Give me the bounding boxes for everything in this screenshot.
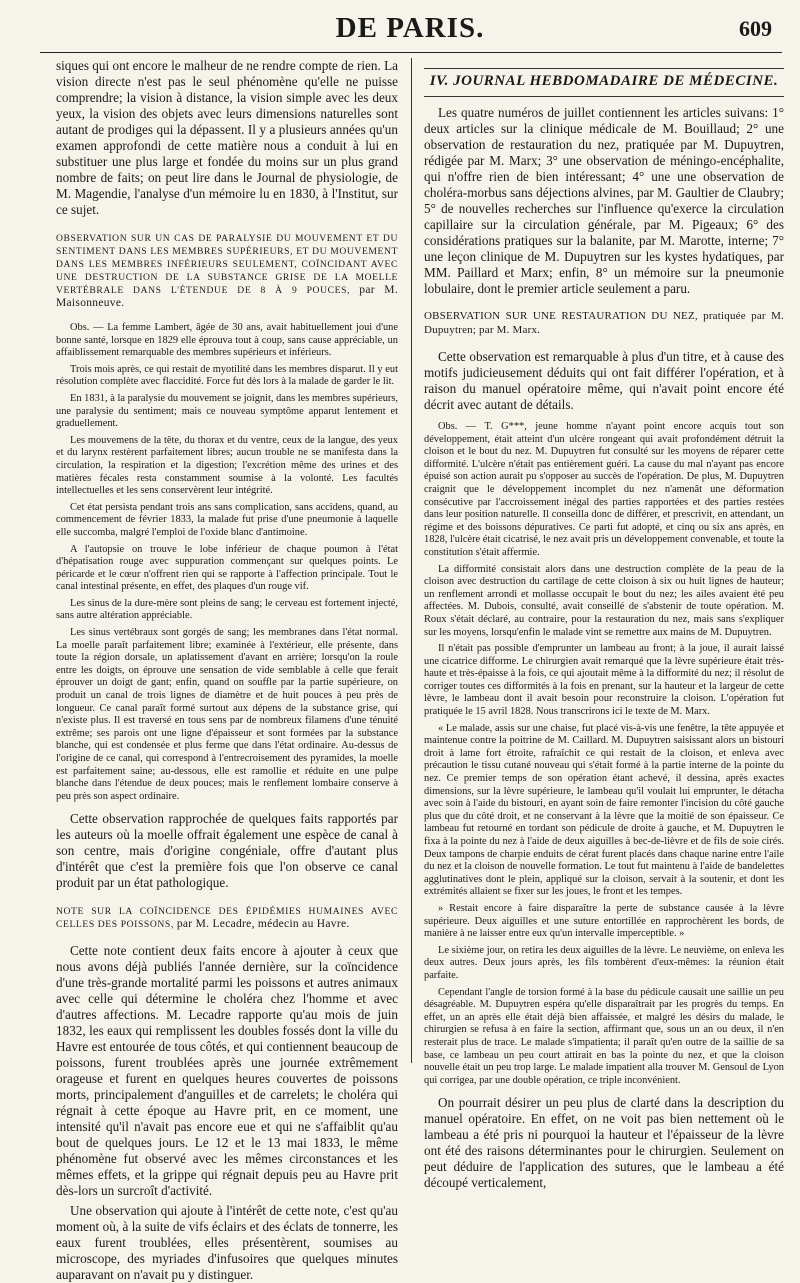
running-header bbox=[40, 10, 780, 50]
article-heading-author: par M. Lecadre, médecin au Havre. bbox=[176, 918, 350, 931]
article-heading-epidemics bbox=[56, 905, 398, 931]
observation-block bbox=[56, 322, 398, 803]
article-heading-nose: OBSERVATION SUR UNE RESTAURATION DU NEZ, pratiquée par M. Dupuytren; par M. Marx. bbox=[424, 310, 784, 336]
header-rule bbox=[40, 52, 782, 53]
right-column bbox=[424, 58, 784, 1191]
final-paragraph: On pourrait désirer un peu plus de clarté dans la description du manuel opératoire. En effet, on ne voit pas bien nettement où le lambeau a été pris ni pourquoi la hauteur et l'épaisseur de la lèvre ont été des raisons déterminantes pour le chirurgien. Seulement on peut déduire de l'application des sutures, que le lambeau a été découpé verticalement, bbox=[424, 1095, 784, 1191]
section-rule-bottom bbox=[424, 96, 784, 97]
obs-paragraph: En 1831, à la paralysie du mouvement se joignit, dans les membres supérieurs, une paralysie du sentiment; mais ce nouveau symptôme apparut lentement et graduellement. bbox=[56, 392, 398, 430]
intro-paragraph: siques qui ont encore le malheur de ne rendre compte de rien. La vision directe n'est pas le seul phénomène qu'elle ne puisse comprendre; la vision à distance, la vision simple avec les deux yeux, la vision des objets avec leurs dimensions naturelles sont autant de prodiges qui la dépassent. Il y a plusieurs années qu'un examen approfondi de cette matière nous a conduit à lui en substituer une plus large et fondée du moins sur un plus grand nombre de faits; on peut lire dans le Journal de physiologie, de M. Magendie, l'analyse d'un mémoire lu en 1830, à l'Institut, sur ce sujet. bbox=[56, 58, 398, 217]
obs-paragraph: Les sinus vertébraux sont gorgés de sang; les membranes dans l'état normal. La moelle paraît parfaitement libre; examinée à l'extérieur, elle présente, dans toute la région dorsale, un aplatissement d'avant en arrière; lorsqu'on la roule entre les doigts, on éprouve une sensation de vide semblable à celle que ferait éprouver un doigt de gant; enfin, quand on souffle par la partie supérieure, on produit un canal de trois lignes de diamètre et de huit pouces à peu près de longueur. Ce canal paraît formé surtout aux dépens de la substance grise, qui n'existe plus. Il est traversé en tous sens par de nombreux filamens d'une ténuité extrême; ses parois ont une ligne d'épaisseur et sont formées par la substance blanche, qui est condensée et plus ferme que dans l'état ordinaire. Au-dessus de l'origine de ce canal, qui correspond à l'entrecroisement des pyramides, la moelle est parfaitement saine; au-dessous, elle est ramollie et réduite en une pulpe blanche dans l'étendue de deux pouces; mais le renflement lombaire conserve à peu près son aspect ordinaire. bbox=[56, 627, 398, 802]
obs-paragraph: La difformité consistait alors dans une destruction complète de la peau de la cloison avec destruction du cartilage de cette cloison à six ou huit lignes de hauteur; un renflement arrondi et mollasse occupait le bout du nez; les ailes avaient été peu affectées. M. Dubois, consulté, avait conseillé de s'abstenir de toute opération. M. Roux s'était déclaré, au contraire, pour la restauration du nez, mais sans s'expliquer sur les moyens, lorsqu'enfin le malade vint se remettre aux mains de M. Dupuytren. bbox=[424, 563, 784, 638]
summary-paragraph: Les quatre numéros de juillet contiennent les articles suivans: 1° deux articles sur la clinique médicale de M. Bouillaud; 2° une observation de restauration du nez, pratiquée par M. Dupuytren, rédigée par M. Marx; 3° une observation de méningo-encéphalite, qui n'offre rien de bien intéressant; 4° une une observation de choléra-morbus sans déjections alvines, par M. Gaultier de Claubry; 5° de nouvelles recherches sur l'influence qu'exerce la circulation capillaire sur la circulation générale, par M. Pigeaux; 6° des considérations pratiques sur la balanite, par M. Marotte, interne; 7° une leçon clinique de M. Dupuytren sur les kystes hydatiques, par MM. Paillard et Marx; enfin, 8° un mémoire sur la pneumonie lobulaire, dont le premier article seulement a paru. bbox=[424, 105, 784, 296]
obs-paragraph: A l'autopsie on trouve le lobe inférieur de chaque poumon à l'état d'hépatisation rouge avec suppuration commençant sur quelques points. Le péricarde et le cœur n'offrent rien qui se rapporte à l'affection principale. Tout le canal intestinal présente, en effet, des plaques d'un rouge vif. bbox=[56, 543, 398, 593]
obs-paragraph: Il n'était pas possible d'emprunter un lambeau au front; à la joue, il aurait laissé une cicatrice difforme. Le chirurgien avait remarqué que la lèvre supérieure était très-haute et très-épaisse à la fois, ce qui ajoutait même à la difformité du nez; il résolut de corriger toutes ces difformités à la fois en prenant, sur la hauteur et la largeur de cette lèvre, le lambeau dont il avait besoin pour reconstruire la cloison. L'opération fut pratiquée le 15 avril 1828. Nous transcrirons ici le texte de M. Marx. bbox=[424, 643, 784, 718]
obs-paragraph: Trois mois après, ce qui restait de myotilité dans les membres disparut. Il y eut résolution complète avec flaccidité. Force fut dès lors à la malade de garder le lit. bbox=[56, 363, 398, 388]
comment-paragraph: Cette observation rapprochée de quelques faits rapportés par les auteurs où la moelle offrait également une espèce de canal à son centre, mais d'origine congéniale, offre d'autant plus d'intérêt que c'est la première fois que l'on observe ce canal produit par un état pathologique. bbox=[56, 811, 398, 891]
article-heading-author: par M. Maisonneuve. bbox=[56, 284, 398, 309]
note-paragraph: Cette note contient deux faits encore à ajouter à ceux que nous avons déjà publiés l'année dernière, sur la coïncidence d'une très-grande mortalité parmi les poissons et autres animaux avec celle qui détermine le choléra chez l'homme et avec d'autres affections. M. Lecadre rapporte qu'au mois de juin 1832, les eaux qui remplissent les doubles fossés dont la ville du Havre est entourée de tous côtés, et qui contiennent beaucoup de poissons, furent troublées après une journée extrêmement orageuse et furent en quelques heures couvertes de poissons morts, principalement d'anguilles et de carrelets; le choléra qui régnait à cette époque au Havre prit, en ce moment, une intensité qu'il n'avait pas encore eue et qui ne s'affaiblit qu'au bout de quelques jours. Le 12 et le 13 mai 1833, le même phénomène fut observé avec les mêmes circonstances et les mêmes effets, et la grippe qui régnait depuis peu au Havre prit dès-lors un surcroît d'activité. bbox=[56, 943, 398, 1199]
obs-paragraph: Obs. — La femme Lambert, âgée de 30 ans, avait habituellement joui d'une bonne santé, lorsque en 1829 elle éprouva tout à coup, sans cause appréciable, un affaiblissement remarquable des membres supérieurs et inférieurs. bbox=[56, 322, 398, 359]
left-column bbox=[56, 58, 398, 1283]
column-divider bbox=[411, 58, 412, 1063]
article-heading-paralysis bbox=[56, 232, 398, 310]
section-title: IV. JOURNAL HEBDOMADAIRE DE MÉDECINE. bbox=[429, 73, 779, 89]
obs-paragraph: Cependant l'angle de torsion formé à la base du pédicule causait une saillie un peu désagréable. M. Dupuytren espéra qu'elle disparaîtrait par les progrès du temps. En effet, un an après elle était déjà bien affaissée, et malgré les désirs du malade, le chirurgien se refusa à en faire la section, affirmant que, sous un an ou deux, il n'en resterait plus de trace. Le malade s'impatienta; il paraît qu'en outre de la saillie de sa base, ce lambeau un peu court attirait en bas la pointe du nez, et que la cloison nouvelle était un peu trop large. Le malade impatient alla trouver M. Gensoul de Lyon qui corrigea, par une double opération, ce triple inconvénient. bbox=[424, 986, 784, 1086]
note-paragraph: Une observation qui ajoute à l'intérêt de cette note, c'est qu'au moment où, à la suite de vifs éclairs et des éclats de tonnerre, les eaux furent troublées, elles présentèrent, soumises au microscope, des myriades d'infusoires que quelques minutes auparavant on n'avait pu y distinguer. bbox=[56, 1203, 398, 1283]
obs-paragraph: Les sinus de la dure-mère sont pleins de sang; le cerveau est fortement injecté, sans autre altération appréciable. bbox=[56, 597, 398, 622]
obs-paragraph: Les mouvemens de la tête, du thorax et du ventre, ceux de la langue, des yeux et du larynx restèrent parfaitement libres; aucun trouble ne se manifesta dans la circulation, la respiration et la digestion; l'excrétion même des urines et des matières fécales resta constamment soumise à la volonté. Les facultés intellectuelles et les sens conservèrent leur intégrité. bbox=[56, 434, 398, 497]
article-heading-text: OBSERVATION SUR UN CAS DE PARALYSIE DU MOUVEMENT ET DU SENTIMENT DANS LES MEMBRES SUPÉRIEURS, ET DU MOUVEMENT DANS LES MEMBRES INFÉRIEURS SEULEMENT, COÏNCIDANT AVEC UNE DESTRUCTION DE LA SUBSTANCE GRISE DE LA MOELLE VERTÉBRALE DANS L'ÉTENDUE DE 8 À 9 POUCES, bbox=[56, 233, 398, 296]
page-number: 609 bbox=[739, 16, 772, 41]
obs-paragraph: Cet état persista pendant trois ans sans complication, sans accidens, quand, au commencement de février 1833, la malade fut prise d'une pneumonie à laquelle elle succomba, malgré l'emploi de l'oxide blanc d'antimoine. bbox=[56, 501, 398, 538]
observation-block bbox=[424, 421, 784, 1087]
running-title: DE PARIS. bbox=[335, 12, 485, 44]
article-heading-text: NOTE SUR LA COÏNCIDENCE DES ÉPIDÉMIES HUMAINES AVEC CELLES DES POISSONS, bbox=[56, 906, 398, 931]
obs-intro-paragraph: Cette observation est remarquable à plus d'un titre, et à cause des motifs judicieusement déduits qui ont fait différer l'opération, et à raison du manuel opératoire même, qui n'avait point encore été décrit avec autant de détails. bbox=[424, 349, 784, 412]
obs-paragraph: Le sixième jour, on retira les deux aiguilles de la lèvre. Le neuvième, on enleva les deux autres. Deux jours après, les fils tombèrent d'eux-mêmes: la réunion était parfaite. bbox=[424, 944, 784, 981]
obs-paragraph: » Restait encore à faire disparaître la perte de substance causée à la lèvre supérieure. Deux aiguilles et une suture entortillée en rapprochèrent les bords, de manière à ne laisser entre eux qu'un intervalle imperceptible. » bbox=[424, 902, 784, 940]
obs-paragraph: « Le malade, assis sur une chaise, fut placé vis-à-vis une fenêtre, la tête appuyée et maintenue contre la poitrine de M. Caillard. M. Dupuytren saisissant alors un bistouri droit à lame fort étroite, rafraîchit ce qui restait de la cloison, et enleva avec précaution le tissu cutané nouveau qui s'était formé à la partie interne de la pointe du nez. Ce premier temps de son opération étant achevé, il dessina, après exactes dimensions, sur la lèvre supérieure, le lambeau qu'il voulait lui emprunter, le détacha avec soin à l'aide du bistouri, en ayant soin de faire remonter l'incision du côté gauche plus que du côté droit, et ne conservant à la lèvre que la moitié de son épaisseur. Ce lambeau fut retourné en tordant son pédicule de droite à gauche, et M. Dupuytren le fixa à la pointe du nez à l'aide de deux aiguilles à bec-de-lièvre et de fils de soie cirés. Deux tampons de charpie enduits de cérat furent placés dans chaque narine entre l'aile du nez et la cloison de nouvelle formation. Le tout fut maintenu à l'aide de bandelettes agglutinatives dont le plein, appliqué sur la cloison, servait à la soutenir, et dont les extrémités allaient se fixer sur les joues, le front et les tempes. bbox=[424, 722, 784, 898]
section-rule-top bbox=[424, 68, 784, 69]
obs-paragraph: Obs. — T. G***, jeune homme n'ayant point encore acquis tout son développement, était atteint d'un ulcère rongeant qui avait profondément détruit la cloison et le bout du nez. M. Dupuytren fut consulté sur les moyens de réparer cette difformité. L'ulcère n'était pas entièrement guéri. La cause du mal n'ayant pas encore épuisé son action aurait pu s'opposer au succès de l'opération. De plus, M. Dupuytren craignit que le développement incomplet du nez n'amenât une déformation consécutive par l'accroissement inégal des parties rapportées et des parties restées dans leur position naturelle. Il conseilla donc de différer, et prescrivit, en attendant, un régime et des boissons dépuratives. Ce parti fut adopté, et cinq ou six ans après, en 1828, l'ulcère était cicatrisé, le nez avait pris un développement convenable, et toute la constitution s'était affermie. bbox=[424, 421, 784, 558]
